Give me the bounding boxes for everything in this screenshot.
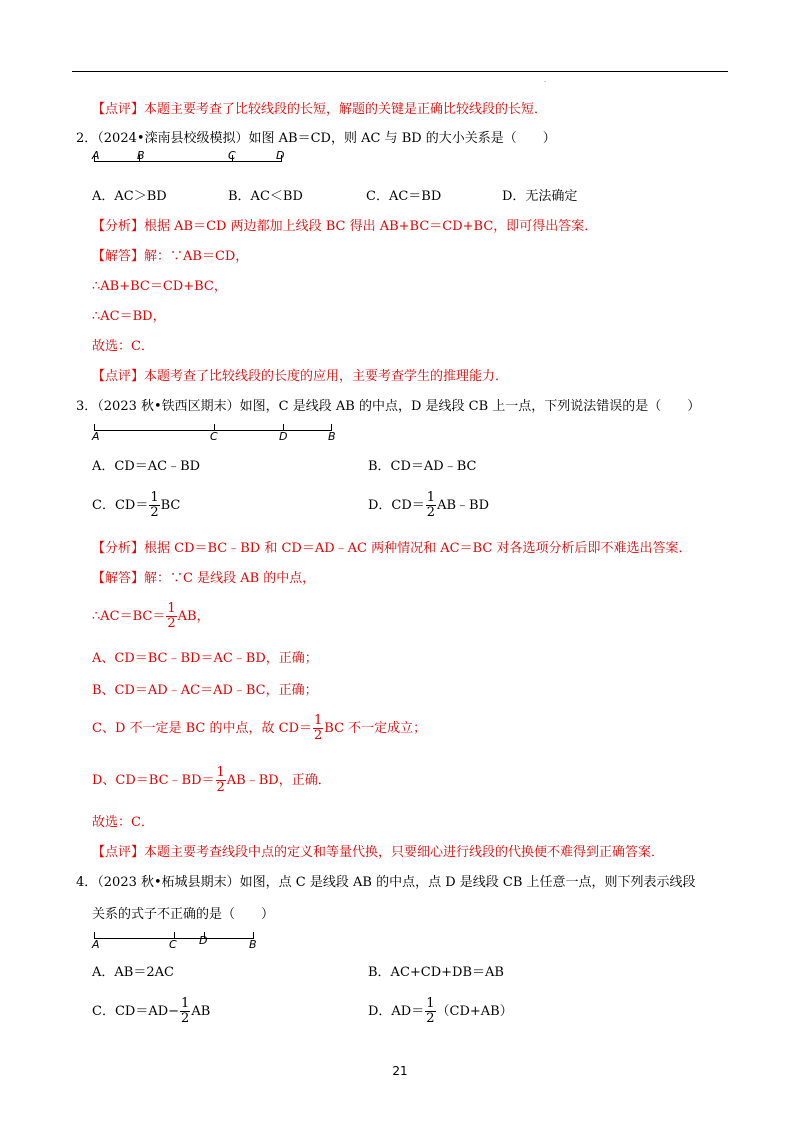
solution-q2-2: ∴AB+BC＝CD+BC， bbox=[92, 279, 227, 294]
figure-q3-segment bbox=[92, 420, 342, 442]
option-q4-c-lead: C．CD＝AD− bbox=[92, 1004, 180, 1019]
page-number: 21 bbox=[392, 1064, 408, 1078]
solution-q2-4: 故选：C． bbox=[92, 339, 154, 354]
solution-q3-a: A、CD＝BC﹣BD＝AC﹣BD，正确； bbox=[92, 651, 318, 666]
option-q4-a: A．AB＝2AC bbox=[92, 965, 174, 980]
option-q3-b: B．CD＝AD﹣BC bbox=[368, 459, 477, 474]
solution-q2-1: 【解答】解：∵AB＝CD， bbox=[92, 249, 249, 264]
question-4-stem: 4．（2023 秋•柘城县期末）如图，点 C 是线段 AB 的中点，点 D 是线段 CB 上任意一点，则下列表示线段 bbox=[76, 875, 696, 890]
point-label: C bbox=[210, 430, 218, 443]
point-label: D bbox=[279, 430, 288, 443]
header-rule bbox=[72, 71, 728, 72]
point-label: C bbox=[169, 938, 177, 951]
solution-q3-2 bbox=[92, 602, 210, 632]
analysis-q3: 【分析】根据 CD＝BC﹣BD 和 CD＝AD﹣AC 两种情况和 AC＝BC 对各选项分析后即不难选出答案． bbox=[92, 541, 692, 556]
option-q2-a: A．AC＞BD bbox=[92, 189, 167, 204]
option-q4-b: B．AC+CD+DB＝AB bbox=[368, 965, 504, 980]
solution-q3-d-lead: D、CD＝BC﹣BD＝ bbox=[92, 773, 215, 788]
point-label: D bbox=[199, 934, 208, 947]
solution-q2-3: ∴AC＝BD， bbox=[92, 309, 166, 324]
fraction-one-half: $\frac{1}{2}$ bbox=[181, 996, 190, 1026]
solution-q3-1: 【解答】解：∵C 是线段 AB 的中点， bbox=[92, 571, 316, 586]
point-label: C bbox=[228, 149, 236, 162]
fraction-one-half: $\frac{1}{2}$ bbox=[167, 601, 176, 631]
comment-q1: 【点评】本题主要考查了比较线段的长短，解题的关键是正确比较线段的长短． bbox=[92, 102, 548, 117]
fraction-one-half: $\frac{1}{2}$ bbox=[426, 490, 436, 520]
figure-q4-segment bbox=[92, 928, 272, 952]
point-label: B bbox=[137, 149, 145, 162]
option-q3-c-lead: C．CD＝ bbox=[92, 498, 149, 513]
analysis-q2: 【分析】根据 AB＝CD 两边都加上线段 BC 得出 AB+BC＝CD+BC，即可得出答案． bbox=[92, 219, 598, 234]
comment-q3: 【点评】本题主要考查线段中点的定义和等量代换，只要细心进行线段的代换便不难得到正确答案． bbox=[92, 845, 665, 860]
solution-q3-b: B、CD＝AD﹣AC＝AD﹣BC，正确； bbox=[92, 683, 318, 698]
solution-q3-c-tail: BC 不一定成立； bbox=[324, 721, 427, 736]
figure-q2-segment bbox=[92, 151, 292, 173]
option-q2-b: B．AC＜BD bbox=[228, 189, 303, 204]
solution-q3-2-tail: AB， bbox=[177, 609, 210, 624]
option-q3-d bbox=[368, 491, 489, 521]
question-3-stem: 3．（2023 秋•铁西区期末）如图，C 是线段 AB 的中点，D 是线段 CB 上一点，下列说法错误的是（ ） bbox=[76, 399, 701, 414]
option-q3-d-lead: D．CD＝ bbox=[368, 498, 425, 513]
point-label: A bbox=[92, 938, 100, 951]
header-mark: · bbox=[544, 78, 547, 86]
solution-q3-d-tail: AB﹣BD，正确． bbox=[226, 773, 331, 788]
point-label: B bbox=[328, 430, 336, 443]
option-q3-d-tail: AB﹣BD bbox=[437, 498, 489, 513]
solution-q3-2-lead: ∴AC＝BC＝ bbox=[92, 609, 166, 624]
question-2-stem: 2．（2024•滦南县校级模拟）如图 AB＝CD，则 AC 与 BD 的大小关系是（ ） bbox=[76, 131, 556, 146]
fraction-one-half: $\frac{1}{2}$ bbox=[150, 490, 159, 520]
solution-q3-c bbox=[92, 714, 426, 744]
option-q2-c: C．AC＝BD bbox=[366, 189, 442, 204]
option-q3-c-tail: BC bbox=[160, 498, 181, 513]
question-4-stem-cont: 关系的式子不正确的是（ ） bbox=[92, 907, 275, 922]
option-q4-d-lead: D．AD＝ bbox=[368, 1004, 425, 1019]
option-q4-d-tail: （CD+AB） bbox=[436, 1004, 513, 1019]
fraction-one-half: $\frac{1}{2}$ bbox=[314, 713, 323, 743]
option-q3-c bbox=[92, 491, 180, 521]
point-label: D bbox=[276, 149, 285, 162]
solution-q3-choice: 故选：C． bbox=[92, 815, 154, 830]
solution-q3-d bbox=[92, 766, 331, 796]
solution-q3-c-lead: C、D 不一定是 BC 的中点，故 CD＝ bbox=[92, 721, 313, 736]
option-q3-a: A．CD＝AC﹣BD bbox=[92, 459, 201, 474]
point-label: B bbox=[249, 938, 257, 951]
point-label: A bbox=[92, 149, 100, 162]
option-q4-c bbox=[92, 997, 210, 1027]
fraction-one-half: $\frac{1}{2}$ bbox=[426, 996, 435, 1026]
comment-q2: 【点评】本题考查了比较线段的长度的应用，主要考查学生的推理能力． bbox=[92, 369, 509, 384]
point-label: A bbox=[92, 430, 100, 443]
fraction-one-half: $\frac{1}{2}$ bbox=[216, 765, 225, 795]
option-q4-d bbox=[368, 997, 513, 1027]
option-q2-d: D．无法确定 bbox=[502, 189, 578, 204]
option-q4-c-tail: AB bbox=[191, 1004, 211, 1019]
